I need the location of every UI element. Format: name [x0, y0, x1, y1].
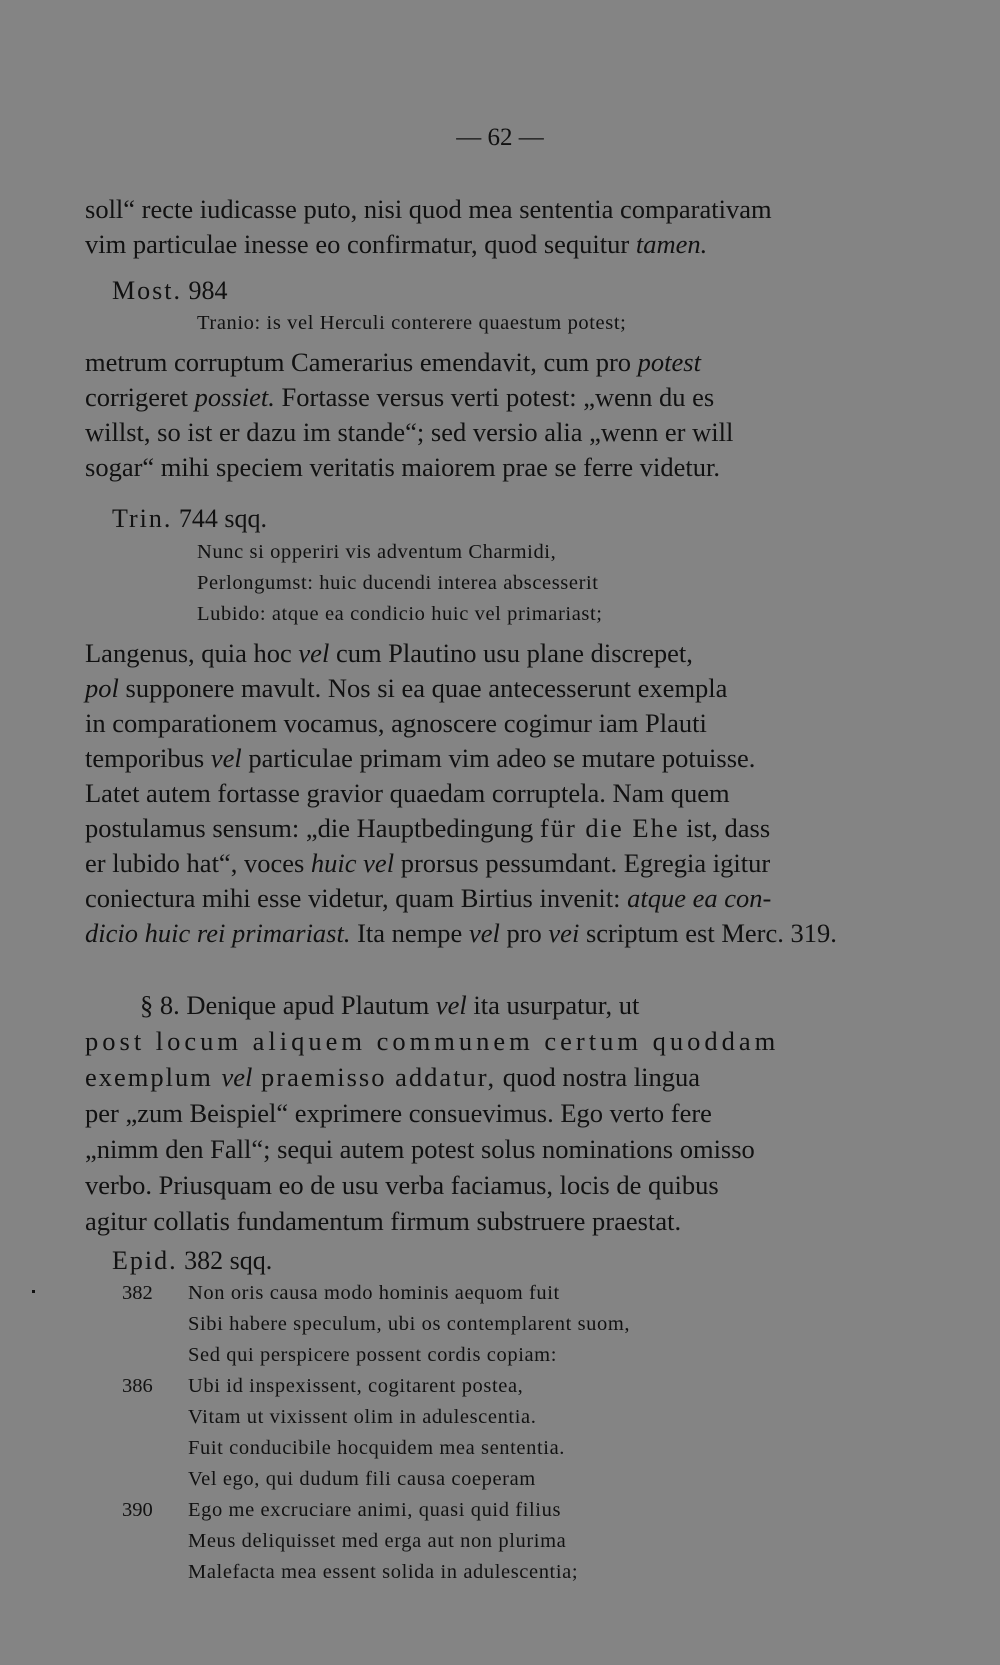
text-span: vim particulae inesse eo confirmatur, quod sequitur: [85, 229, 630, 259]
italic-word: vei: [548, 918, 580, 948]
text-line: agitur collatis fundamentum firmum substruere praestat.: [85, 1206, 682, 1236]
text-line: [85, 881, 935, 915]
text-line: [85, 636, 935, 670]
text-line: Latet autem fortasse gravior quaedam corruptela. Nam quem: [85, 778, 730, 808]
italic-word: pol: [85, 673, 119, 703]
verse-line: Fuit conducibile hocquidem mea sententia.: [188, 1437, 565, 1459]
text-span: postulamus sensum: „die Hauptbedingung: [85, 813, 540, 843]
text-line: willst, so ist er dazu im stande“; sed versio alia „wenn er will: [85, 417, 734, 447]
italic-word: possiet.: [194, 382, 275, 412]
text-line: per „zum Beispiel“ exprimere consuevimus. Ego verto fere: [85, 1098, 712, 1128]
citation-label: Epid.: [112, 1246, 178, 1275]
spaced-text: für die Ehe: [539, 813, 680, 843]
text-span: coniectura mihi esse videtur, quam Birtius invenit:: [85, 883, 628, 913]
margin-speck: [32, 1290, 35, 1293]
text-span: corrigeret: [85, 382, 195, 412]
text-line: [85, 1060, 935, 1094]
text-line: in comparationem vocamus, agnoscere cogimur iam Plauti: [85, 708, 707, 738]
verse-number: 382: [122, 1282, 153, 1304]
section-mark: § 8.: [140, 990, 180, 1020]
text-span: particulae primam vim adeo se mutare potuisse.: [241, 743, 756, 773]
verse-quote: Tranio: is vel Herculi conterere quaestum potest;: [197, 312, 627, 334]
citation-number: 984: [188, 276, 228, 305]
italic-word: vel: [468, 918, 500, 948]
page-number: — 62 —: [456, 124, 544, 151]
citation-number: 744 sqq.: [178, 504, 267, 533]
spaced-text: exemplum: [85, 1062, 222, 1092]
italic-word: vel: [221, 1062, 253, 1092]
verse-line: Meus deliquisset med erga aut non plurima: [188, 1530, 567, 1552]
text-span: metrum corruptum Camerarius emendavit, cum pro: [85, 347, 638, 377]
verse-line: Malefacta mea essent solida in adulescentia;: [188, 1561, 579, 1583]
verse-line: Sed qui perspicere possent cordis copiam:: [188, 1344, 558, 1366]
text-span: scriptum est Merc. 319.: [579, 918, 837, 948]
text-span: cum Plautino usu plane discrepet,: [329, 638, 693, 668]
text-line: [85, 811, 935, 845]
text-span: Langenus, quia hoc: [85, 638, 299, 668]
italic-word: vel: [435, 990, 467, 1020]
verse-line: Vel ego, qui dudum fili causa coeperam: [188, 1468, 536, 1490]
verse-quote: Perlongumst: huic ducendi interea abscesserit: [197, 572, 599, 594]
spaced-text: praemisso addatur,: [252, 1062, 497, 1092]
text-line: [85, 671, 935, 705]
verse-line: Vitam ut vixissent olim in adulescentia.: [188, 1406, 537, 1428]
verse-quote: Nunc si opperiri vis adventum Charmidi,: [197, 541, 557, 563]
text-line: [85, 916, 935, 950]
italic-word: tamen.: [635, 229, 708, 259]
text-span: temporibus: [85, 743, 211, 773]
citation-label: Trin.: [112, 504, 173, 533]
italic-word: dicio huic rei primariast.: [85, 918, 351, 948]
text-line: verbo. Priusquam eo de usu verba faciamus, locis de quibus: [85, 1170, 719, 1200]
text-line: „nimm den Fall“; sequi autem potest solus nominations omisso: [85, 1134, 755, 1164]
verse-line: Sibi habere speculum, ubi os contemplarent suom,: [188, 1313, 631, 1335]
citation-epid: [112, 1246, 272, 1276]
citation-most: [112, 276, 227, 306]
text-line: [85, 227, 935, 261]
text-line: [85, 846, 935, 880]
text-span: ist, dass: [679, 813, 771, 843]
verse-quote: Lubido: atque ea condicio huic vel primariast;: [197, 603, 603, 625]
text-line: sogar“ mihi speciem veritatis maiorem prae se ferre videtur.: [85, 452, 721, 482]
citation-trin: [112, 504, 267, 534]
italic-word: atque ea con-: [627, 883, 772, 913]
text-line: [85, 345, 935, 379]
text-span: Denique apud Plautum: [179, 990, 436, 1020]
verse-number: 386: [122, 1375, 153, 1397]
verse-line: Non oris causa modo hominis aequom fuit: [188, 1282, 560, 1304]
text-span: Fortasse versus verti potest: „wenn du es: [274, 382, 715, 412]
text-line: post locum aliquem communem certum quoddam: [85, 1026, 780, 1056]
verse-number: 390: [122, 1499, 153, 1521]
italic-word: huic vel: [310, 848, 395, 878]
text-line: [85, 741, 935, 775]
text-span: Ita nempe: [350, 918, 469, 948]
verse-line: Ego me excruciare animi, quasi quid filius: [188, 1499, 562, 1521]
text-span: quod nostra lingua: [496, 1062, 700, 1092]
text-span: pro: [499, 918, 549, 948]
text-span: er lubido hat“, voces: [85, 848, 311, 878]
text-line: [140, 988, 935, 1022]
text-line: [85, 380, 935, 414]
citation-number: 382 sqq.: [184, 1246, 273, 1275]
italic-word: vel: [298, 638, 330, 668]
text-span: supponere mavult. Nos si ea quae antecesserunt exempla: [118, 673, 728, 703]
italic-word: potest: [637, 347, 701, 377]
text-line: soll“ recte iudicasse puto, nisi quod mea sententia comparativam: [85, 194, 772, 224]
italic-word: vel: [210, 743, 242, 773]
citation-label: Most.: [112, 276, 182, 305]
verse-line: Ubi id inspexissent, cogitarent postea,: [188, 1375, 524, 1397]
text-span: ita usurpatur, ut: [466, 990, 640, 1020]
text-span: prorsus pessumdant. Egregia igitur: [394, 848, 771, 878]
